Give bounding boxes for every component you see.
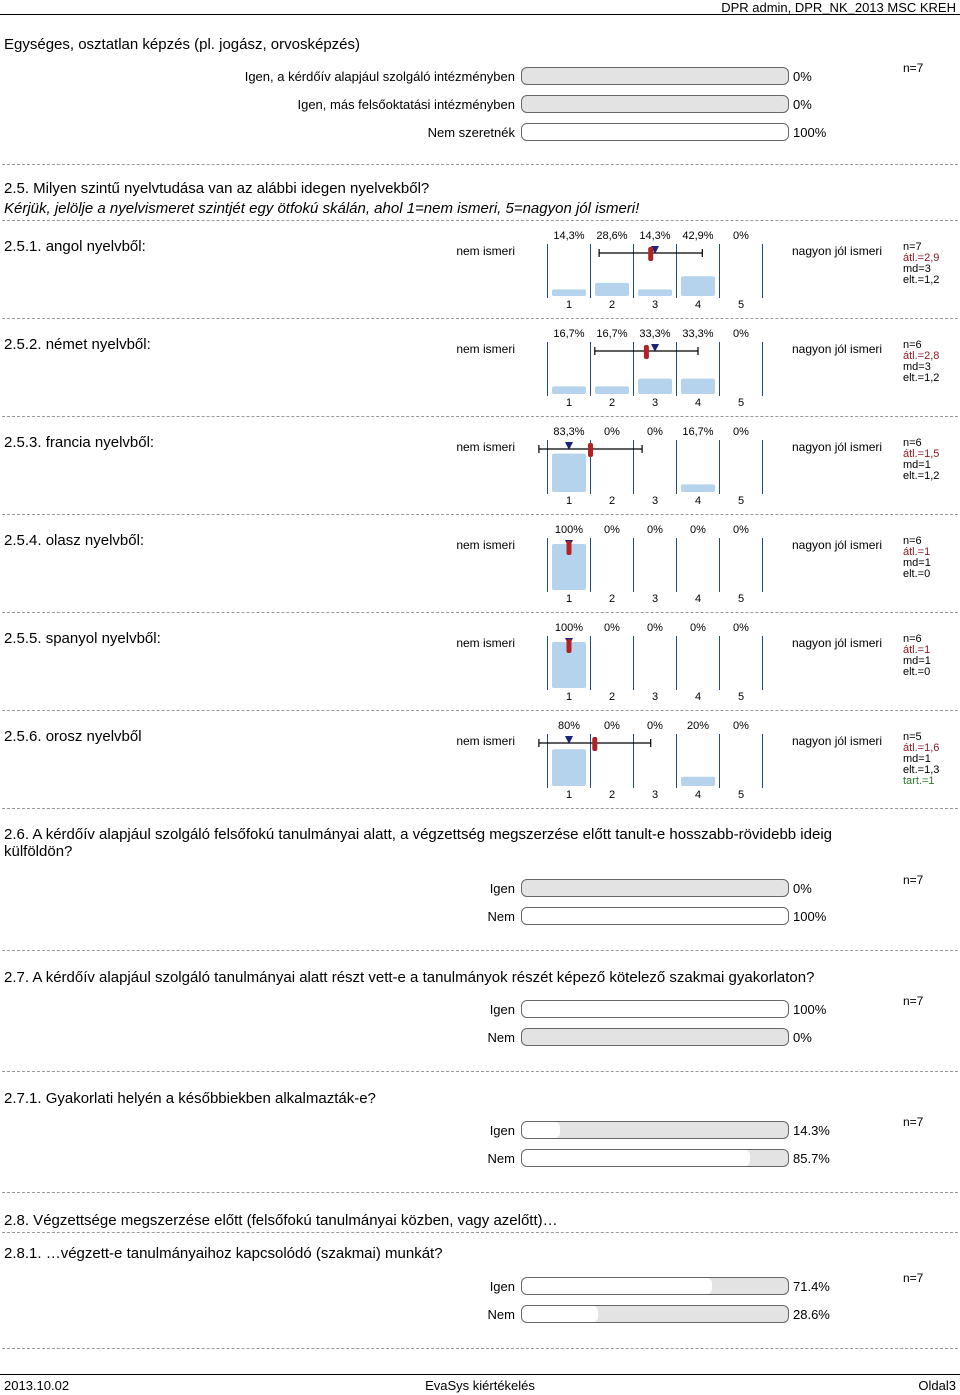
option-percent: 85.7% xyxy=(793,1151,830,1166)
question-2-5-title: 2.5. Milyen szintű nyelvtudása van az alábbi idegen nyelvekből? xyxy=(4,180,430,197)
response-bar xyxy=(521,123,789,141)
response-bar-fill xyxy=(522,1278,712,1294)
option-percent: 100% xyxy=(793,909,827,924)
bar-percent-label: 100% xyxy=(554,622,584,634)
scale-tick-label: 5 xyxy=(737,593,745,605)
mean-marker xyxy=(588,443,593,457)
scale-tick-label: 4 xyxy=(694,789,702,801)
divider xyxy=(2,950,958,951)
respondent-count: n=7 xyxy=(903,61,924,75)
stat-line: átl.=1,5 xyxy=(903,448,940,460)
histogram-bar xyxy=(681,777,715,786)
response-bar-fill xyxy=(522,908,788,924)
scale-left-label: nem ismeri xyxy=(456,734,515,748)
stat-line: elt.=1,2 xyxy=(903,274,940,286)
bar-percent-label: 0% xyxy=(690,524,706,536)
bar-percent-label: 14,3% xyxy=(553,230,585,242)
scale-tick-label: 1 xyxy=(565,789,573,801)
stat-line: elt.=0 xyxy=(903,666,931,678)
language-stats xyxy=(903,340,939,384)
language-histogram xyxy=(520,228,820,314)
language-stats xyxy=(903,242,939,286)
scale-tick-label: 1 xyxy=(565,299,573,311)
stat-line: átl.=2,9 xyxy=(903,252,940,264)
option-label: Nem xyxy=(487,909,515,924)
option-percent: 28.6% xyxy=(793,1307,830,1322)
option-label: Igen xyxy=(489,1002,515,1017)
mean-marker xyxy=(592,737,597,751)
bar-percent-label: 0% xyxy=(604,622,620,634)
scale-right-label: nagyon jól ismeri xyxy=(792,244,883,258)
option-label: Nem xyxy=(487,1030,515,1045)
bar-percent-label: 0% xyxy=(733,328,749,340)
scale-tick-label: 4 xyxy=(694,593,702,605)
option-label: Igen, más felsőoktatási intézményben xyxy=(297,97,515,112)
bar-percent-label: 0% xyxy=(647,720,663,732)
language-question-title: 2.5.6. orosz nyelvből xyxy=(4,728,142,745)
bar-percent-label: 0% xyxy=(604,720,620,732)
scale-tick-label: 1 xyxy=(565,593,573,605)
bar-percent-label: 16,7% xyxy=(596,328,628,340)
bar-percent-label: 0% xyxy=(733,720,749,732)
response-bar xyxy=(521,1000,789,1018)
language-question-title: 2.5.3. francia nyelvből: xyxy=(4,434,155,451)
divider xyxy=(2,514,958,515)
histogram-bar xyxy=(552,386,586,394)
option-percent: 100% xyxy=(793,125,827,140)
scale-right-label: nagyon jól ismeri xyxy=(792,636,883,650)
scale-tick-label: 2 xyxy=(608,593,616,605)
scale-tick-label: 5 xyxy=(737,789,745,801)
option-label: Igen, a kérdőív alapjául szolgáló intézményben xyxy=(244,69,515,84)
stat-line: elt.=1,3 xyxy=(903,764,940,776)
language-stats xyxy=(903,438,939,482)
option-percent: 14.3% xyxy=(793,1123,830,1138)
bar-percent-label: 16,7% xyxy=(553,328,585,340)
mean-marker xyxy=(567,541,572,555)
response-bar xyxy=(521,879,789,897)
divider xyxy=(2,1348,958,1349)
bar-percent-label: 0% xyxy=(690,622,706,634)
bar-percent-label: 28,6% xyxy=(596,230,628,242)
option-label: Igen xyxy=(489,1279,515,1294)
response-bar xyxy=(521,1305,789,1323)
question-2-6-title: 2.6. A kérdőív alapjául szolgáló felsőfokú tanulmányai alatt, a végzettség megszerzése előtt tanult-e hosszabb-rövidebb ideig külföldön? xyxy=(4,826,832,860)
response-bar-fill xyxy=(522,1150,750,1166)
scale-tick-label: 4 xyxy=(694,495,702,507)
scale-left-label: nem ismeri xyxy=(456,440,515,454)
bar-percent-label: 0% xyxy=(647,524,663,536)
response-bar xyxy=(521,67,789,85)
language-question-title: 2.5.5. spanyol nyelvből: xyxy=(4,630,161,647)
stat-abstention: tart.=1 xyxy=(903,775,935,787)
divider xyxy=(2,1192,958,1193)
option-percent: 71.4% xyxy=(793,1279,830,1294)
response-bar xyxy=(521,1277,789,1295)
stat-line: md=1 xyxy=(903,655,931,667)
histogram-bar xyxy=(638,289,672,296)
option-percent: 0% xyxy=(793,69,812,84)
response-bar-fill xyxy=(522,1306,598,1322)
stat-line: md=1 xyxy=(903,459,931,471)
option-label: Nem szeretnék xyxy=(427,125,515,140)
scale-tick-label: 3 xyxy=(651,593,659,605)
stat-line: md=3 xyxy=(903,263,931,275)
language-stats xyxy=(903,634,931,678)
respondent-count: n=7 xyxy=(903,1115,924,1129)
bar-percent-label: 16,7% xyxy=(682,426,714,438)
scale-tick-label: 5 xyxy=(737,691,745,703)
response-bar xyxy=(521,907,789,925)
divider xyxy=(2,1071,958,1072)
mean-marker xyxy=(567,639,572,653)
mean-marker xyxy=(648,247,653,261)
bar-percent-label: 42,9% xyxy=(682,230,714,242)
divider xyxy=(2,416,958,417)
bar-percent-label: 0% xyxy=(733,622,749,634)
footer-date: 2013.10.02 xyxy=(4,1378,70,1393)
language-question-title: 2.5.4. olasz nyelvből: xyxy=(4,532,145,549)
scale-tick-label: 1 xyxy=(565,691,573,703)
language-stats xyxy=(903,536,931,580)
respondent-count: n=7 xyxy=(903,1271,924,1285)
scale-left-label: nem ismeri xyxy=(456,244,515,258)
stat-line: md=3 xyxy=(903,361,931,373)
response-bar-fill xyxy=(522,1122,560,1138)
scale-tick-label: 4 xyxy=(694,691,702,703)
bar-percent-label: 0% xyxy=(604,524,620,536)
scale-tick-label: 3 xyxy=(651,691,659,703)
divider xyxy=(2,710,958,711)
response-bar xyxy=(521,1028,789,1046)
language-histogram xyxy=(520,326,820,412)
bar-percent-label: 14,3% xyxy=(639,230,671,242)
question-2-8-1-title: 2.8.1. …végzett-e tanulmányaihoz kapcsolódó (szakmai) munkát? xyxy=(4,1245,443,1262)
divider xyxy=(2,318,958,319)
respondent-count: n=7 xyxy=(903,994,924,1008)
scale-right-label: nagyon jól ismeri xyxy=(792,734,883,748)
response-bar xyxy=(521,95,789,113)
scale-tick-label: 5 xyxy=(737,397,745,409)
stat-line: n=6 xyxy=(903,633,922,645)
stat-line: elt.=1,2 xyxy=(903,470,940,482)
scale-tick-label: 1 xyxy=(565,397,573,409)
language-question-title: 2.5.2. német nyelvből: xyxy=(4,336,151,353)
histogram-bar xyxy=(681,379,715,394)
scale-left-label: nem ismeri xyxy=(456,538,515,552)
stat-line: n=5 xyxy=(903,731,922,743)
stat-line: elt.=0 xyxy=(903,568,931,580)
bar-percent-label: 0% xyxy=(647,426,663,438)
histogram-bar xyxy=(552,454,586,492)
mean-marker xyxy=(644,345,649,359)
scale-right-label: nagyon jól ismeri xyxy=(792,342,883,356)
stat-line: n=6 xyxy=(903,437,922,449)
language-histogram xyxy=(520,522,820,608)
scale-tick-label: 3 xyxy=(651,299,659,311)
histogram-bar xyxy=(638,379,672,394)
bar-percent-label: 0% xyxy=(647,622,663,634)
question-2-7-title: 2.7. A kérdőív alapjául szolgáló tanulmányai alatt részt vett-e a tanulmányok részét képező kötelező szakmai gyakorlaton? xyxy=(4,969,815,986)
stat-line: átl.=1 xyxy=(903,546,931,558)
scale-right-label: nagyon jól ismeri xyxy=(792,440,883,454)
language-stats xyxy=(903,732,939,787)
scale-right-label: nagyon jól ismeri xyxy=(792,538,883,552)
respondent-count: n=7 xyxy=(903,873,924,887)
scale-tick-label: 5 xyxy=(737,495,745,507)
language-histogram xyxy=(520,620,820,706)
response-bar-fill xyxy=(522,124,788,140)
bar-percent-label: 0% xyxy=(733,524,749,536)
histogram-bar xyxy=(595,386,629,394)
option-percent: 0% xyxy=(793,97,812,112)
histogram-bar xyxy=(681,484,715,492)
divider xyxy=(2,220,958,221)
bar-percent-label: 100% xyxy=(554,524,584,536)
histogram-bar xyxy=(681,276,715,296)
histogram-bar xyxy=(552,289,586,296)
stat-line: n=6 xyxy=(903,535,922,547)
question-2-5-instruction: Kérjük, jelölje a nyelvismeret szintjét egy ötfokú skálán, ahol 1=nem ismeri, 5=nagyon jól ismeri! xyxy=(4,200,640,217)
header-divider xyxy=(0,14,960,15)
stat-line: átl.=1 xyxy=(903,644,931,656)
footer-divider xyxy=(0,1374,960,1375)
scale-tick-label: 4 xyxy=(694,299,702,311)
section-title: Egységes, osztatlan képzés (pl. jogász, orvosképzés) xyxy=(4,36,361,53)
scale-tick-label: 2 xyxy=(608,397,616,409)
option-percent: 100% xyxy=(793,1002,827,1017)
language-histogram xyxy=(520,718,820,804)
scale-tick-label: 2 xyxy=(608,299,616,311)
bar-percent-label: 33,3% xyxy=(682,328,714,340)
bar-percent-label: 33,3% xyxy=(639,328,671,340)
question-2-7-1-title: 2.7.1. Gyakorlati helyén a későbbiekben alkalmazták-e? xyxy=(4,1090,376,1107)
header-info: DPR admin, DPR_NK_2013 MSC KREH xyxy=(721,0,956,15)
option-label: Nem xyxy=(487,1151,515,1166)
option-label: Nem xyxy=(487,1307,515,1322)
bar-percent-label: 80% xyxy=(557,720,581,732)
stat-line: átl.=1,6 xyxy=(903,742,940,754)
divider xyxy=(2,164,958,165)
stat-line: md=1 xyxy=(903,753,931,765)
scale-tick-label: 3 xyxy=(651,397,659,409)
response-bar-fill xyxy=(522,1001,788,1017)
option-label: Igen xyxy=(489,881,515,896)
divider xyxy=(2,808,958,809)
response-bar xyxy=(521,1121,789,1139)
divider xyxy=(2,612,958,613)
histogram-bar xyxy=(552,749,586,786)
stat-line: átl.=2,8 xyxy=(903,350,940,362)
scale-tick-label: 2 xyxy=(608,495,616,507)
scale-tick-label: 3 xyxy=(651,495,659,507)
bar-percent-label: 0% xyxy=(604,426,620,438)
option-percent: 0% xyxy=(793,881,812,896)
stat-line: elt.=1,2 xyxy=(903,372,940,384)
scale-tick-label: 1 xyxy=(565,495,573,507)
scale-tick-label: 5 xyxy=(737,299,745,311)
option-label: Igen xyxy=(489,1123,515,1138)
footer-page: Oldal3 xyxy=(918,1378,956,1393)
option-percent: 0% xyxy=(793,1030,812,1045)
histogram-bar xyxy=(595,283,629,296)
bar-percent-label: 83,3% xyxy=(553,426,585,438)
stat-line: md=1 xyxy=(903,557,931,569)
bar-percent-label: 0% xyxy=(733,230,749,242)
stat-line: n=6 xyxy=(903,339,922,351)
bar-percent-label: 0% xyxy=(733,426,749,438)
scale-tick-label: 4 xyxy=(694,397,702,409)
question-2-8-title: 2.8. Végzettsége megszerzése előtt (felsőfokú tanulmányai közben, vagy azelőtt)… xyxy=(4,1212,558,1229)
language-question-title: 2.5.1. angol nyelvből: xyxy=(4,238,146,255)
scale-left-label: nem ismeri xyxy=(456,636,515,650)
language-histogram xyxy=(520,424,820,510)
scale-left-label: nem ismeri xyxy=(456,342,515,356)
bar-percent-label: 20% xyxy=(686,720,710,732)
scale-tick-label: 2 xyxy=(608,691,616,703)
scale-tick-label: 3 xyxy=(651,789,659,801)
response-bar xyxy=(521,1149,789,1167)
stat-line: n=7 xyxy=(903,241,922,253)
footer-source: EvaSys kiértékelés xyxy=(425,1378,535,1393)
scale-tick-label: 2 xyxy=(608,789,616,801)
divider xyxy=(2,1232,958,1233)
